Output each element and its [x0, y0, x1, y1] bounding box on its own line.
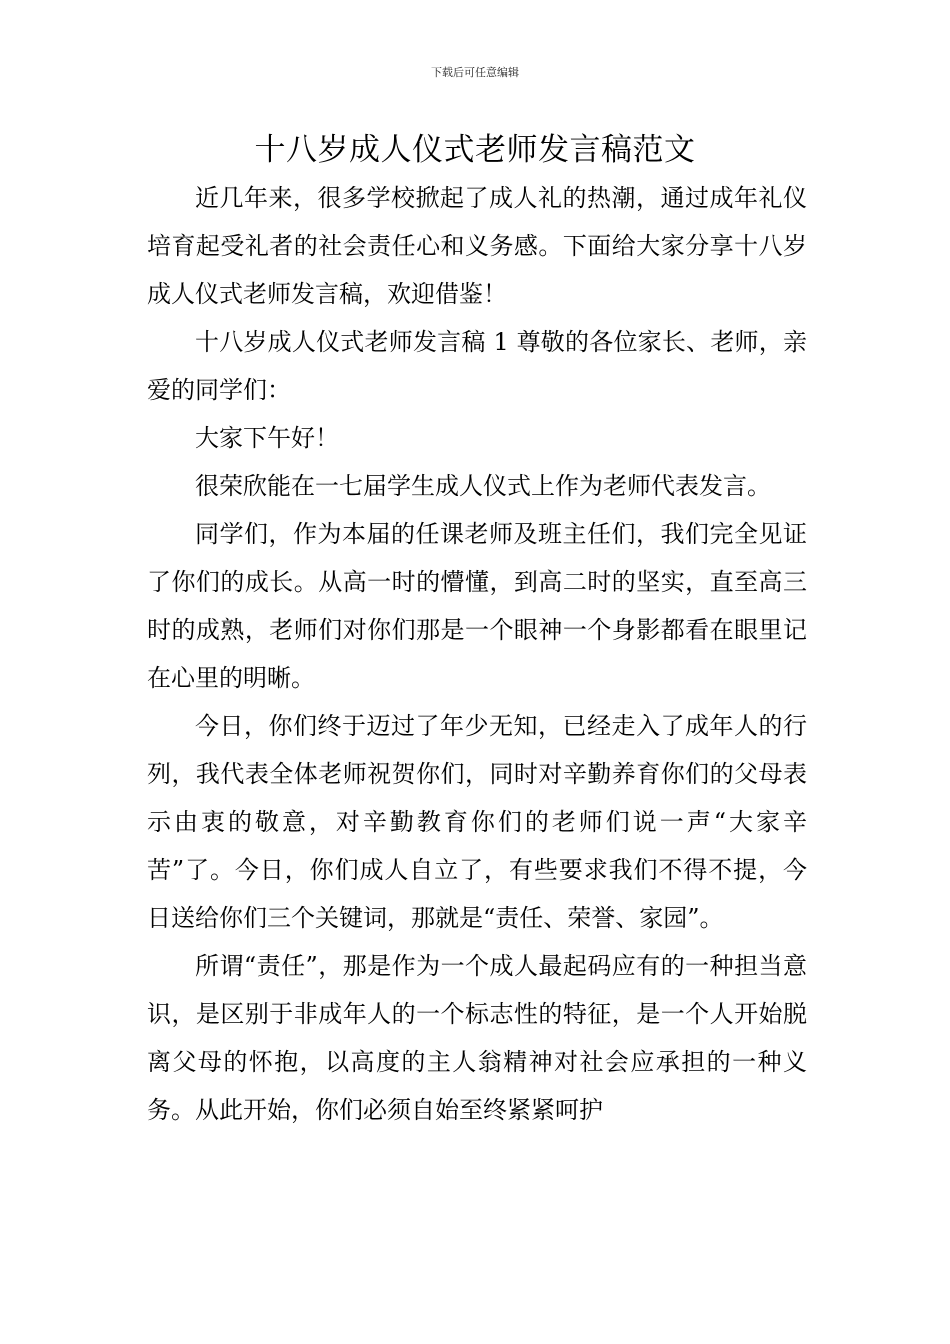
paragraph: 所谓“责任”，那是作为一个成人最起码应有的一种担当意识，是区别于非成年人的一个标志性的特征，是一个人开始脱离父母的怀抱，以高度的主人翁精神对社会应承担的一种义务。从此开始，你们必须自始至终紧紧呵护 — [147, 952, 807, 1124]
paragraph: 大家下午好！ — [195, 424, 339, 452]
paragraph: 十八岁成人仪式老师发言稿 1 尊敬的各位家长、老师，亲爱的同学们： — [147, 328, 807, 404]
document-body — [147, 174, 807, 1134]
document-title: 十八岁成人仪式老师发言稿范文 — [254, 132, 696, 168]
paragraph: 今日，你们终于迈过了年少无知，已经走入了成年人的行列，我代表全体老师祝贺你们，同时对辛勤养育你们的父母表示由衷的敬意，对辛勤教育你们的老师们说一声“大家辛苦”了。今日，你们成人自立了，有些要求我们不得不提，今日送给你们三个关键词，那就是“责任、荣誉、家园”。 — [147, 712, 807, 932]
paragraph: 很荣欣能在一七届学生成人仪式上作为老师代表发言。 — [195, 472, 771, 500]
paragraph: 同学们，作为本届的任课老师及班主任们，我们完全见证了你们的成长。从高一时的懵懂，到高二时的坚实，直至高三时的成熟，老师们对你们那是一个眼神一个身影都看在眼里记在心里的明晰。 — [147, 520, 807, 692]
header-note: 下载后可任意编辑 — [431, 66, 519, 79]
paragraph: 近几年来，很多学校掀起了成人礼的热潮，通过成年礼仪培育起受礼者的社会责任心和义务感。下面给大家分享十八岁成人仪式老师发言稿，欢迎借鉴！ — [147, 184, 807, 308]
